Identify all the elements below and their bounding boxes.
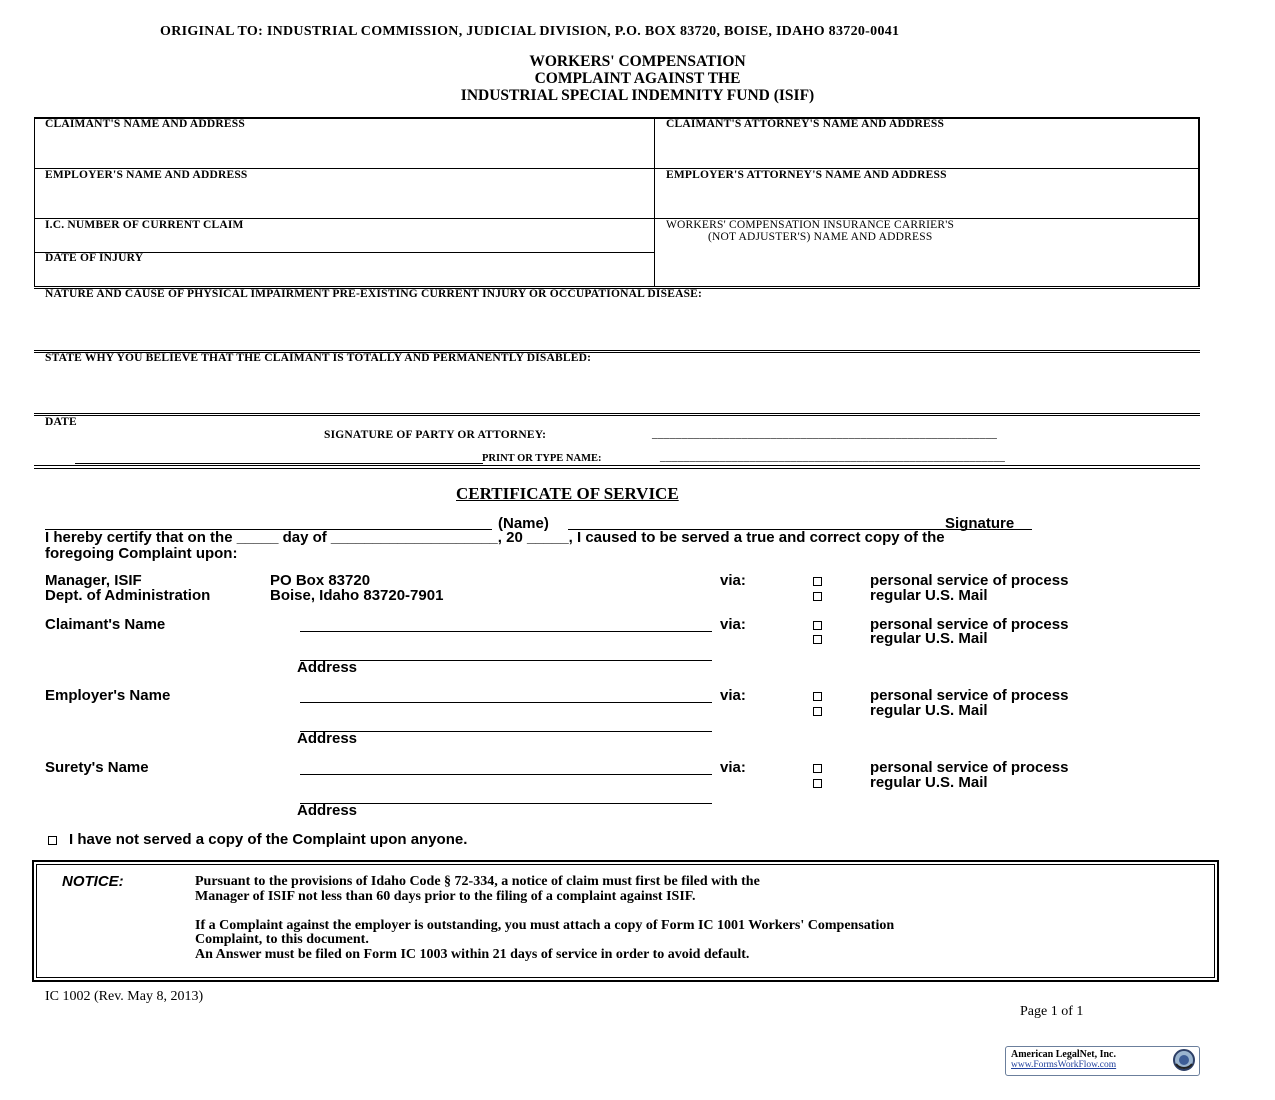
- via-label: via:: [720, 687, 746, 704]
- claimant-address-line[interactable]: [300, 660, 712, 661]
- title-line2: COMPLAINT AGAINST THE: [534, 70, 741, 87]
- personal-service-label: personal service of process: [870, 687, 1069, 704]
- personal-service-label: personal service of process: [870, 616, 1069, 633]
- brand-url[interactable]: www.FormsWorkFlow.com: [1011, 1060, 1117, 1070]
- signature-input[interactable]: __________________________________________________________: [652, 428, 998, 440]
- notice-line2: Manager of ISIF not less than 60 days prior to the filing of a complaint against ISIF.: [195, 889, 696, 904]
- regular-mail-label: regular U.S. Mail: [870, 702, 988, 719]
- via-label: via:: [720, 759, 746, 776]
- not-served-checkbox[interactable]: [48, 836, 57, 845]
- employer-attorney-field[interactable]: EMPLOYER'S ATTORNEY'S NAME AND ADDRESS: [666, 169, 947, 181]
- regular-mail-label: regular U.S. Mail: [870, 774, 988, 791]
- employer-personal-checkbox[interactable]: [813, 692, 822, 701]
- cert-signature-label: Signature: [945, 515, 1015, 532]
- globe-icon: [1172, 1048, 1196, 1072]
- brand-name: American LegalNet, Inc.: [1011, 1049, 1116, 1060]
- carrier-field-line1[interactable]: WORKERS' COMPENSATION INSURANCE CARRIER'S: [666, 219, 955, 231]
- employer-address-line[interactable]: [300, 731, 712, 732]
- personal-service-label: personal service of process: [870, 759, 1069, 776]
- ic-number-field[interactable]: I.C. NUMBER OF CURRENT CLAIM: [45, 219, 244, 231]
- title-line1: WORKERS' COMPENSATION: [529, 53, 746, 70]
- claimant-mail-checkbox[interactable]: [813, 635, 822, 644]
- signature-label: SIGNATURE OF PARTY OR ATTORNEY:: [324, 429, 547, 441]
- certify-line2: foregoing Complaint upon:: [45, 545, 238, 562]
- print-name-input[interactable]: __________________________________________________________: [660, 451, 1006, 463]
- page-number: Page 1 of 1: [1020, 1004, 1084, 1019]
- brand-badge[interactable]: [1005, 1046, 1200, 1076]
- employer-name-label: Employer's Name: [45, 687, 171, 704]
- manager-isif: Manager, ISIF: [45, 572, 142, 589]
- via-label: via:: [720, 572, 746, 589]
- form-id: IC 1002 (Rev. May 8, 2013): [45, 989, 204, 1004]
- certificate-title: CERTIFICATE OF SERVICE: [456, 484, 679, 503]
- personal-service-label: personal service of process: [870, 572, 1069, 589]
- via-label: via:: [720, 616, 746, 633]
- po-box: PO Box 83720: [270, 572, 371, 589]
- employer-mail-checkbox[interactable]: [813, 707, 822, 716]
- employer-name-field[interactable]: EMPLOYER'S NAME AND ADDRESS: [45, 169, 248, 181]
- notice-label: NOTICE:: [62, 873, 124, 890]
- notice-line5: An Answer must be filed on Form IC 1003 within 21 days of service in order to avoid default.: [195, 947, 750, 962]
- notice-line1: Pursuant to the provisions of Idaho Code § 72-334, a notice of claim must first be filed with the: [195, 874, 760, 889]
- claimant-personal-checkbox[interactable]: [813, 621, 822, 630]
- claimant-name-label: Claimant's Name: [45, 616, 166, 633]
- manager-mail-checkbox[interactable]: [813, 592, 822, 601]
- date-field[interactable]: DATE: [45, 416, 77, 428]
- date-of-injury-field[interactable]: DATE OF INJURY: [45, 252, 144, 264]
- city-zip: Boise, Idaho 83720-7901: [270, 587, 444, 604]
- print-name-rule: [75, 463, 483, 464]
- print-name-label: PRINT OR TYPE NAME:: [482, 453, 602, 464]
- claimant-name-field[interactable]: CLAIMANT'S NAME AND ADDRESS: [45, 118, 245, 130]
- title-line3: INDUSTRIAL SPECIAL INDEMNITY FUND (ISIF): [460, 87, 815, 104]
- claimant-name-line[interactable]: [300, 631, 712, 632]
- carrier-field-line2: (NOT ADJUSTER'S) NAME AND ADDRESS: [708, 231, 933, 243]
- certify-line1: I hereby certify that on the _____ day of ____________________, 20 _____, I caused to be served a true and correct copy of the: [45, 529, 945, 546]
- surety-mail-checkbox[interactable]: [813, 779, 822, 788]
- address-label: Address: [297, 730, 358, 747]
- employer-name-line[interactable]: [300, 702, 712, 703]
- manager-personal-checkbox[interactable]: [813, 577, 822, 586]
- surety-name-line[interactable]: [300, 774, 712, 775]
- address-label: Address: [297, 659, 358, 676]
- notice-line4: Complaint, to this document.: [195, 932, 369, 947]
- address-label: Address: [297, 802, 358, 819]
- original-to: ORIGINAL TO: INDUSTRIAL COMMISSION, JUDICIAL DIVISION, P.O. BOX 83720, BOISE, IDAHO 83720-0041: [160, 24, 900, 39]
- notice-line3: If a Complaint against the employer is outstanding, you must attach a copy of Form IC 1001 Workers' Compensation: [195, 918, 895, 933]
- regular-mail-label: regular U.S. Mail: [870, 587, 988, 604]
- dept-administration: Dept. of Administration: [45, 587, 211, 604]
- regular-mail-label: regular U.S. Mail: [870, 630, 988, 647]
- state-why-field[interactable]: STATE WHY YOU BELIEVE THAT THE CLAIMANT IS TOTALLY AND PERMANENTLY DISABLED:: [45, 352, 592, 364]
- surety-address-line[interactable]: [300, 803, 712, 804]
- claimant-attorney-field[interactable]: CLAIMANT'S ATTORNEY'S NAME AND ADDRESS: [666, 118, 945, 130]
- cert-name-label: (Name): [498, 515, 549, 532]
- surety-personal-checkbox[interactable]: [813, 764, 822, 773]
- surety-name-label: Surety's Name: [45, 759, 149, 776]
- not-served-label: I have not served a copy of the Complaint upon anyone.: [69, 831, 468, 848]
- nature-cause-field[interactable]: NATURE AND CAUSE OF PHYSICAL IMPAIRMENT PRE-EXISTING CURRENT INJURY OR OCCUPATIONAL DISEASE:: [45, 288, 703, 300]
